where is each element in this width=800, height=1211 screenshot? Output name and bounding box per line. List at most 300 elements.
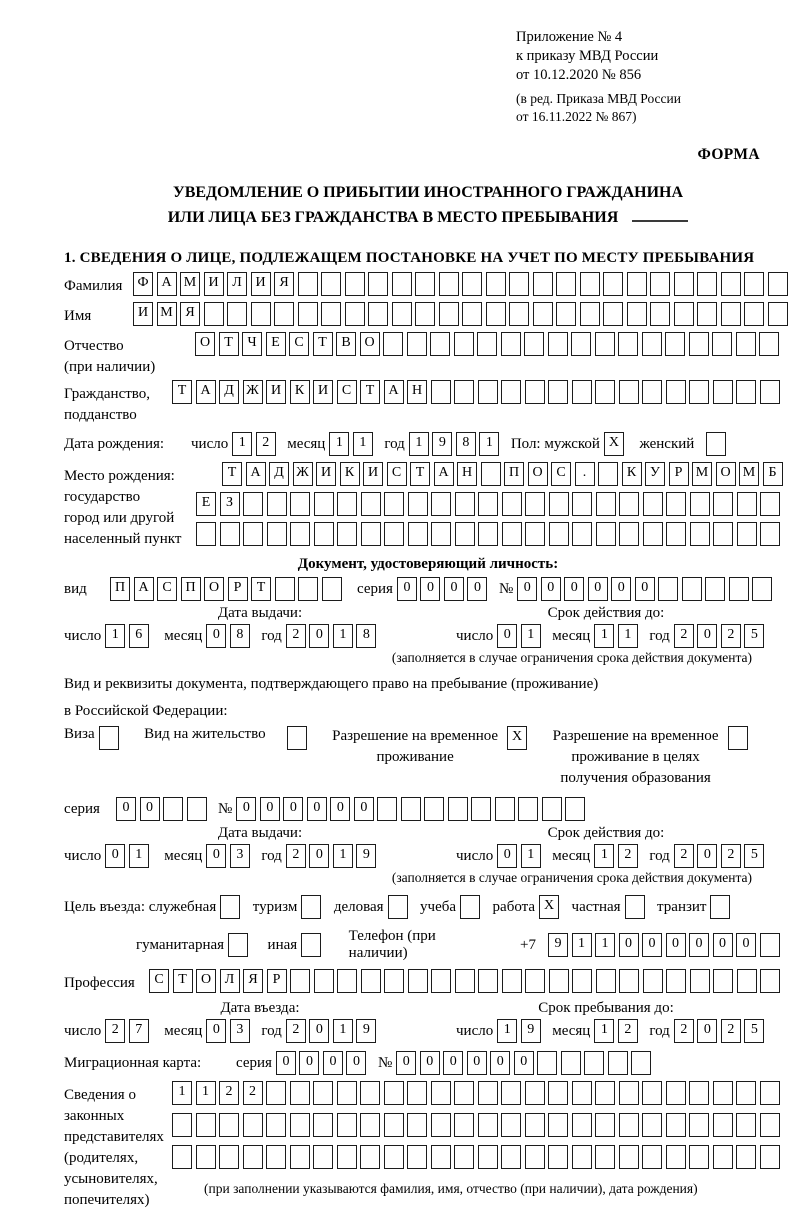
- char-box[interactable]: [448, 797, 468, 821]
- char-box[interactable]: 0: [713, 933, 733, 957]
- char-box[interactable]: 0: [206, 844, 226, 868]
- char-box[interactable]: [642, 380, 662, 404]
- char-box[interactable]: 8: [456, 432, 476, 456]
- char-box[interactable]: Н: [457, 462, 477, 486]
- char-box[interactable]: [220, 895, 240, 919]
- char-box[interactable]: [736, 332, 756, 356]
- char-box[interactable]: [431, 380, 451, 404]
- char-box[interactable]: 5: [744, 1019, 764, 1043]
- char-box[interactable]: Т: [360, 380, 380, 404]
- char-box[interactable]: 0: [420, 1051, 440, 1075]
- char-box[interactable]: [542, 797, 562, 821]
- char-box[interactable]: [619, 969, 639, 993]
- char-box[interactable]: [321, 302, 341, 326]
- char-box[interactable]: [737, 492, 757, 516]
- char-box[interactable]: 0: [299, 1051, 319, 1075]
- char-box[interactable]: А: [157, 272, 177, 296]
- char-box[interactable]: [760, 933, 780, 957]
- char-box[interactable]: [220, 522, 240, 546]
- char-box[interactable]: И: [363, 462, 383, 486]
- char-box[interactable]: 8: [230, 624, 250, 648]
- char-box[interactable]: [697, 272, 717, 296]
- char-box[interactable]: М: [157, 302, 177, 326]
- char-box[interactable]: [710, 895, 730, 919]
- char-box[interactable]: [596, 522, 616, 546]
- char-box[interactable]: [509, 302, 529, 326]
- char-box[interactable]: [650, 272, 670, 296]
- char-box[interactable]: [408, 522, 428, 546]
- char-box[interactable]: Я: [180, 302, 200, 326]
- char-box[interactable]: [768, 302, 788, 326]
- char-box[interactable]: [266, 1145, 286, 1169]
- char-box[interactable]: Е: [266, 332, 286, 356]
- char-box[interactable]: [196, 522, 216, 546]
- char-box[interactable]: [454, 332, 474, 356]
- char-box[interactable]: 1: [129, 844, 149, 868]
- char-box[interactable]: [760, 1113, 780, 1137]
- char-box[interactable]: [729, 577, 749, 601]
- char-box[interactable]: У: [645, 462, 665, 486]
- char-box[interactable]: 0: [666, 933, 686, 957]
- char-box[interactable]: [627, 272, 647, 296]
- char-box[interactable]: [407, 332, 427, 356]
- char-box[interactable]: 0: [323, 1051, 343, 1075]
- char-box[interactable]: [619, 522, 639, 546]
- char-box[interactable]: Я: [243, 969, 263, 993]
- char-box[interactable]: [603, 302, 623, 326]
- char-box[interactable]: [549, 492, 569, 516]
- char-box[interactable]: О: [204, 577, 224, 601]
- char-box[interactable]: [619, 1113, 639, 1137]
- char-box[interactable]: 0: [517, 577, 537, 601]
- char-box[interactable]: [431, 1113, 451, 1137]
- char-box[interactable]: [383, 332, 403, 356]
- char-box[interactable]: [384, 492, 404, 516]
- char-box[interactable]: [721, 272, 741, 296]
- char-box[interactable]: 2: [674, 624, 694, 648]
- char-box[interactable]: [596, 969, 616, 993]
- char-box[interactable]: [572, 1145, 592, 1169]
- char-box[interactable]: [337, 522, 357, 546]
- char-box[interactable]: К: [622, 462, 642, 486]
- char-box[interactable]: [462, 302, 482, 326]
- char-box[interactable]: [298, 302, 318, 326]
- char-box[interactable]: [548, 1145, 568, 1169]
- char-box[interactable]: [501, 1081, 521, 1105]
- char-box[interactable]: О: [360, 332, 380, 356]
- char-box[interactable]: Ч: [242, 332, 262, 356]
- char-box[interactable]: [478, 380, 498, 404]
- char-box[interactable]: [454, 380, 474, 404]
- char-box[interactable]: [478, 522, 498, 546]
- char-box[interactable]: [266, 1113, 286, 1137]
- char-box[interactable]: [377, 797, 397, 821]
- char-box[interactable]: [408, 969, 428, 993]
- char-box[interactable]: [502, 492, 522, 516]
- char-box[interactable]: [598, 462, 618, 486]
- char-box[interactable]: 2: [618, 1019, 638, 1043]
- char-box[interactable]: [712, 332, 732, 356]
- char-box[interactable]: [518, 797, 538, 821]
- char-box[interactable]: 2: [618, 844, 638, 868]
- char-box[interactable]: [736, 1145, 756, 1169]
- char-box[interactable]: [99, 726, 119, 750]
- char-box[interactable]: О: [195, 332, 215, 356]
- char-box[interactable]: [548, 332, 568, 356]
- char-box[interactable]: П: [504, 462, 524, 486]
- char-box[interactable]: 1: [479, 432, 499, 456]
- char-box[interactable]: [439, 302, 459, 326]
- char-box[interactable]: 0: [444, 577, 464, 601]
- char-box[interactable]: [345, 302, 365, 326]
- char-box[interactable]: 1: [333, 624, 353, 648]
- char-box[interactable]: [737, 522, 757, 546]
- char-box[interactable]: 0: [309, 1019, 329, 1043]
- char-box[interactable]: [267, 492, 287, 516]
- char-box[interactable]: [431, 969, 451, 993]
- char-box[interactable]: [572, 1113, 592, 1137]
- char-box[interactable]: 8: [356, 624, 376, 648]
- char-box[interactable]: [455, 492, 475, 516]
- char-box[interactable]: А: [384, 380, 404, 404]
- char-box[interactable]: [619, 1081, 639, 1105]
- char-box[interactable]: 2: [286, 1019, 306, 1043]
- char-box[interactable]: [407, 1081, 427, 1105]
- char-box[interactable]: [525, 1113, 545, 1137]
- char-box[interactable]: [477, 332, 497, 356]
- char-box[interactable]: [360, 1145, 380, 1169]
- char-box[interactable]: [384, 522, 404, 546]
- char-box[interactable]: [548, 380, 568, 404]
- char-box[interactable]: [431, 522, 451, 546]
- char-box[interactable]: Т: [172, 380, 192, 404]
- char-box[interactable]: [666, 1145, 686, 1169]
- char-box[interactable]: 0: [514, 1051, 534, 1075]
- char-box[interactable]: [430, 332, 450, 356]
- char-box[interactable]: [227, 302, 247, 326]
- char-box[interactable]: 0: [105, 844, 125, 868]
- char-box[interactable]: Ж: [293, 462, 313, 486]
- char-box[interactable]: [721, 302, 741, 326]
- char-box[interactable]: О: [528, 462, 548, 486]
- char-box[interactable]: 0: [396, 1051, 416, 1075]
- char-box[interactable]: А: [246, 462, 266, 486]
- char-box[interactable]: [643, 969, 663, 993]
- char-box[interactable]: [603, 272, 623, 296]
- char-box[interactable]: 0: [689, 933, 709, 957]
- char-box[interactable]: X: [539, 895, 559, 919]
- char-box[interactable]: М: [692, 462, 712, 486]
- char-box[interactable]: 1: [409, 432, 429, 456]
- char-box[interactable]: [454, 1081, 474, 1105]
- char-box[interactable]: 5: [744, 624, 764, 648]
- char-box[interactable]: 9: [356, 1019, 376, 1043]
- char-box[interactable]: [713, 1145, 733, 1169]
- char-box[interactable]: [713, 969, 733, 993]
- char-box[interactable]: [713, 1113, 733, 1137]
- char-box[interactable]: [163, 797, 183, 821]
- char-box[interactable]: 1: [105, 624, 125, 648]
- char-box[interactable]: [251, 302, 271, 326]
- char-box[interactable]: 1: [497, 1019, 517, 1043]
- char-box[interactable]: С: [337, 380, 357, 404]
- char-box[interactable]: [533, 272, 553, 296]
- char-box[interactable]: 0: [642, 933, 662, 957]
- char-box[interactable]: 1: [572, 933, 592, 957]
- char-box[interactable]: М: [739, 462, 759, 486]
- char-box[interactable]: 0: [564, 577, 584, 601]
- char-box[interactable]: 2: [721, 624, 741, 648]
- char-box[interactable]: [689, 380, 709, 404]
- char-box[interactable]: 1: [521, 624, 541, 648]
- char-box[interactable]: 3: [230, 1019, 250, 1043]
- char-box[interactable]: [760, 380, 780, 404]
- char-box[interactable]: [301, 933, 321, 957]
- char-box[interactable]: [337, 969, 357, 993]
- char-box[interactable]: [313, 1145, 333, 1169]
- char-box[interactable]: [172, 1145, 192, 1169]
- char-box[interactable]: [290, 969, 310, 993]
- char-box[interactable]: [759, 332, 779, 356]
- char-box[interactable]: Р: [669, 462, 689, 486]
- char-box[interactable]: И: [266, 380, 286, 404]
- char-box[interactable]: [455, 522, 475, 546]
- char-box[interactable]: 0: [140, 797, 160, 821]
- char-box[interactable]: Д: [219, 380, 239, 404]
- char-box[interactable]: [243, 522, 263, 546]
- char-box[interactable]: [298, 577, 318, 601]
- char-box[interactable]: 1: [618, 624, 638, 648]
- char-box[interactable]: [548, 1081, 568, 1105]
- char-box[interactable]: [439, 272, 459, 296]
- char-box[interactable]: [744, 302, 764, 326]
- char-box[interactable]: [266, 1081, 286, 1105]
- char-box[interactable]: [337, 1145, 357, 1169]
- char-box[interactable]: [572, 492, 592, 516]
- char-box[interactable]: [565, 797, 585, 821]
- char-box[interactable]: 2: [674, 1019, 694, 1043]
- char-box[interactable]: [666, 1113, 686, 1137]
- char-box[interactable]: [322, 577, 342, 601]
- char-box[interactable]: [561, 1051, 581, 1075]
- char-box[interactable]: С: [289, 332, 309, 356]
- char-box[interactable]: 3: [230, 844, 250, 868]
- char-box[interactable]: [361, 522, 381, 546]
- char-box[interactable]: 0: [490, 1051, 510, 1075]
- char-box[interactable]: [431, 492, 451, 516]
- char-box[interactable]: [243, 1113, 263, 1137]
- char-box[interactable]: [502, 522, 522, 546]
- char-box[interactable]: [368, 302, 388, 326]
- char-box[interactable]: [495, 797, 515, 821]
- char-box[interactable]: [478, 1081, 498, 1105]
- char-box[interactable]: [674, 272, 694, 296]
- char-box[interactable]: [533, 302, 553, 326]
- char-box[interactable]: [337, 1081, 357, 1105]
- char-box[interactable]: [689, 1145, 709, 1169]
- char-box[interactable]: [478, 1145, 498, 1169]
- char-box[interactable]: [228, 933, 248, 957]
- char-box[interactable]: [571, 332, 591, 356]
- char-box[interactable]: [705, 577, 725, 601]
- char-box[interactable]: Т: [222, 462, 242, 486]
- char-box[interactable]: [360, 1081, 380, 1105]
- char-box[interactable]: 9: [548, 933, 568, 957]
- char-box[interactable]: [713, 522, 733, 546]
- char-box[interactable]: [736, 380, 756, 404]
- char-box[interactable]: С: [387, 462, 407, 486]
- char-box[interactable]: [384, 1145, 404, 1169]
- char-box[interactable]: [595, 1081, 615, 1105]
- char-box[interactable]: Л: [220, 969, 240, 993]
- char-box[interactable]: [690, 522, 710, 546]
- char-box[interactable]: [384, 1113, 404, 1137]
- char-box[interactable]: [460, 895, 480, 919]
- char-box[interactable]: [501, 1113, 521, 1137]
- char-box[interactable]: 0: [420, 577, 440, 601]
- char-box[interactable]: [682, 577, 702, 601]
- char-box[interactable]: [642, 1145, 662, 1169]
- char-box[interactable]: [596, 492, 616, 516]
- char-box[interactable]: 1: [172, 1081, 192, 1105]
- char-box[interactable]: 0: [307, 797, 327, 821]
- char-box[interactable]: [486, 302, 506, 326]
- char-box[interactable]: Т: [173, 969, 193, 993]
- char-box[interactable]: [658, 577, 678, 601]
- char-box[interactable]: [619, 380, 639, 404]
- char-box[interactable]: С: [157, 577, 177, 601]
- char-box[interactable]: [537, 1051, 557, 1075]
- char-box[interactable]: 0: [467, 1051, 487, 1075]
- char-box[interactable]: Т: [251, 577, 271, 601]
- char-box[interactable]: [462, 272, 482, 296]
- char-box[interactable]: П: [110, 577, 130, 601]
- char-box[interactable]: 0: [697, 844, 717, 868]
- char-box[interactable]: [608, 1051, 628, 1075]
- char-box[interactable]: [243, 492, 263, 516]
- char-box[interactable]: [525, 492, 545, 516]
- char-box[interactable]: 0: [588, 577, 608, 601]
- char-box[interactable]: [690, 492, 710, 516]
- char-box[interactable]: [525, 1081, 545, 1105]
- char-box[interactable]: А: [134, 577, 154, 601]
- char-box[interactable]: 5: [744, 844, 764, 868]
- char-box[interactable]: 0: [443, 1051, 463, 1075]
- char-box[interactable]: 0: [276, 1051, 296, 1075]
- char-box[interactable]: 1: [196, 1081, 216, 1105]
- char-box[interactable]: 2: [105, 1019, 125, 1043]
- char-box[interactable]: [313, 1081, 333, 1105]
- char-box[interactable]: 0: [697, 624, 717, 648]
- char-box[interactable]: [556, 272, 576, 296]
- char-box[interactable]: Л: [227, 272, 247, 296]
- char-box[interactable]: 0: [397, 577, 417, 601]
- char-box[interactable]: 1: [595, 933, 615, 957]
- char-box[interactable]: И: [313, 380, 333, 404]
- char-box[interactable]: Т: [313, 332, 333, 356]
- char-box[interactable]: 0: [541, 577, 561, 601]
- char-box[interactable]: [572, 380, 592, 404]
- char-box[interactable]: [290, 1145, 310, 1169]
- char-box[interactable]: [501, 380, 521, 404]
- char-box[interactable]: [368, 272, 388, 296]
- char-box[interactable]: Т: [219, 332, 239, 356]
- char-box[interactable]: [525, 522, 545, 546]
- char-box[interactable]: [275, 577, 295, 601]
- char-box[interactable]: [455, 969, 475, 993]
- char-box[interactable]: 0: [497, 844, 517, 868]
- char-box[interactable]: [454, 1145, 474, 1169]
- char-box[interactable]: [580, 272, 600, 296]
- char-box[interactable]: [243, 1145, 263, 1169]
- char-box[interactable]: З: [220, 492, 240, 516]
- char-box[interactable]: 1: [232, 432, 252, 456]
- char-box[interactable]: [650, 302, 670, 326]
- char-box[interactable]: [388, 895, 408, 919]
- char-box[interactable]: [549, 969, 569, 993]
- char-box[interactable]: [666, 969, 686, 993]
- char-box[interactable]: [760, 522, 780, 546]
- char-box[interactable]: [525, 380, 545, 404]
- char-box[interactable]: [580, 302, 600, 326]
- char-box[interactable]: 7: [129, 1019, 149, 1043]
- char-box[interactable]: X: [507, 726, 527, 750]
- char-box[interactable]: [290, 522, 310, 546]
- char-box[interactable]: [665, 332, 685, 356]
- char-box[interactable]: [666, 522, 686, 546]
- char-box[interactable]: [572, 969, 592, 993]
- char-box[interactable]: [548, 1113, 568, 1137]
- char-box[interactable]: [360, 1113, 380, 1137]
- char-box[interactable]: [760, 969, 780, 993]
- char-box[interactable]: А: [196, 380, 216, 404]
- char-box[interactable]: 0: [619, 933, 639, 957]
- char-box[interactable]: И: [133, 302, 153, 326]
- char-box[interactable]: 0: [309, 844, 329, 868]
- char-box[interactable]: [572, 522, 592, 546]
- char-box[interactable]: [666, 380, 686, 404]
- char-box[interactable]: [172, 1113, 192, 1137]
- char-box[interactable]: [290, 492, 310, 516]
- char-box[interactable]: [345, 272, 365, 296]
- char-box[interactable]: 2: [243, 1081, 263, 1105]
- char-box[interactable]: Н: [407, 380, 427, 404]
- char-box[interactable]: [642, 332, 662, 356]
- char-box[interactable]: [361, 492, 381, 516]
- char-box[interactable]: И: [204, 272, 224, 296]
- char-box[interactable]: В: [336, 332, 356, 356]
- char-box[interactable]: 1: [594, 624, 614, 648]
- char-box[interactable]: [524, 332, 544, 356]
- char-box[interactable]: [384, 1081, 404, 1105]
- char-box[interactable]: П: [181, 577, 201, 601]
- char-box[interactable]: [431, 1145, 451, 1169]
- char-box[interactable]: 6: [129, 624, 149, 648]
- char-box[interactable]: 9: [521, 1019, 541, 1043]
- char-box[interactable]: 0: [116, 797, 136, 821]
- char-box[interactable]: 0: [611, 577, 631, 601]
- char-box[interactable]: [501, 1145, 521, 1169]
- char-box[interactable]: [187, 797, 207, 821]
- char-box[interactable]: [486, 272, 506, 296]
- char-box[interactable]: [408, 492, 428, 516]
- char-box[interactable]: [478, 969, 498, 993]
- char-box[interactable]: [478, 492, 498, 516]
- char-box[interactable]: X: [604, 432, 624, 456]
- char-box[interactable]: 2: [286, 844, 306, 868]
- char-box[interactable]: Я: [274, 272, 294, 296]
- char-box[interactable]: 0: [309, 624, 329, 648]
